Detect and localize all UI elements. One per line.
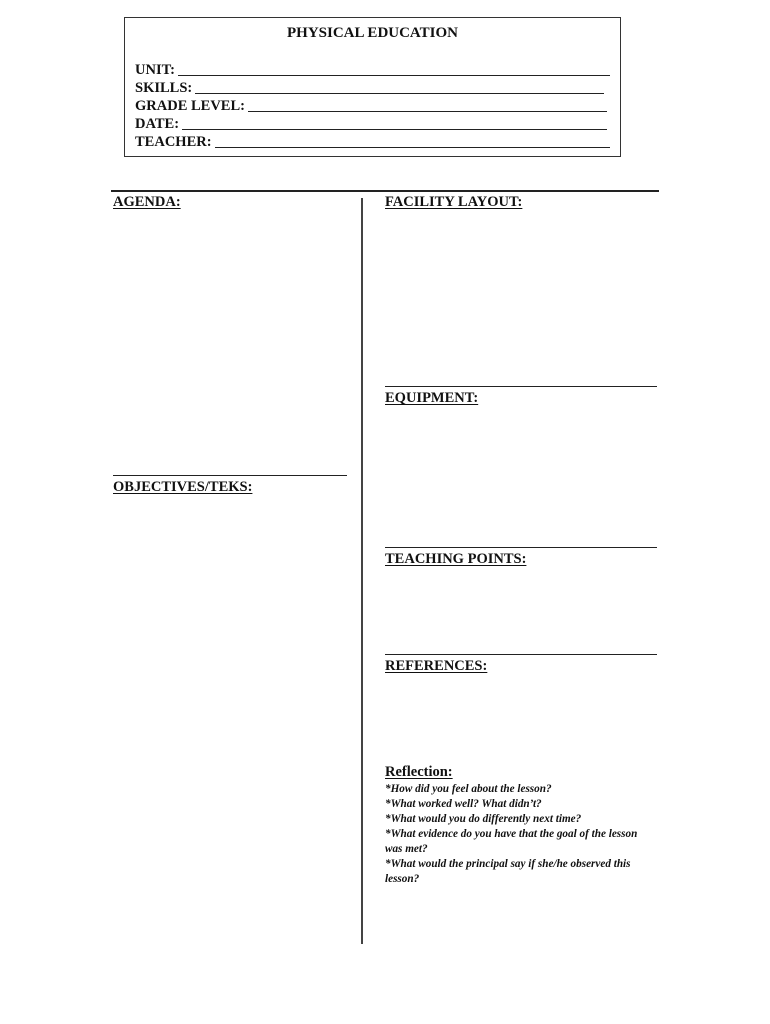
teaching-points-heading: TEACHING POINTS: — [385, 551, 527, 567]
column-divider — [361, 198, 363, 944]
facility-layout-heading: FACILITY LAYOUT: — [385, 194, 523, 210]
reflection-question: *What worked well? What didn’t? — [385, 798, 542, 810]
teaching-references-rule — [385, 654, 657, 655]
agenda-objectives-rule — [113, 475, 347, 476]
skills-field[interactable] — [135, 78, 610, 96]
unit-label: UNIT: — [135, 62, 176, 78]
reflection-question: *How did you feel about the lesson? — [385, 783, 552, 795]
date-blank-line[interactable] — [182, 116, 607, 130]
reflection-section — [385, 764, 655, 887]
facility-equipment-rule — [385, 386, 657, 387]
agenda-heading: AGENDA: — [113, 194, 181, 210]
grade-level-blank-line[interactable] — [248, 98, 607, 112]
reflection-question: *What would the principal say if she/he observed this lesson? — [385, 858, 631, 885]
teacher-label: TEACHER: — [135, 134, 212, 150]
document-title: PHYSICAL EDUCATION — [287, 25, 458, 41]
reflection-question: *What evidence do you have that the goal of the lesson was met? — [385, 828, 638, 855]
equipment-teaching-rule — [385, 547, 657, 548]
grade-level-label: GRADE LEVEL: — [135, 98, 245, 114]
teacher-field[interactable] — [135, 132, 610, 150]
teacher-blank-line[interactable] — [215, 134, 610, 148]
skills-blank-line[interactable] — [195, 80, 604, 94]
date-label: DATE: — [135, 116, 180, 132]
unit-field[interactable] — [135, 60, 610, 78]
objectives-heading: OBJECTIVES/TEKS: — [113, 479, 253, 495]
reflection-heading: Reflection: — [385, 764, 453, 780]
date-field[interactable] — [135, 114, 610, 132]
grade-level-field[interactable] — [135, 96, 610, 114]
unit-blank-line[interactable] — [178, 62, 610, 76]
reflection-question: *What would you do differently next time? — [385, 813, 582, 825]
references-heading: REFERENCES: — [385, 658, 488, 674]
skills-label: SKILLS: — [135, 80, 193, 96]
top-divider-rule — [111, 190, 659, 192]
equipment-heading: EQUIPMENT: — [385, 390, 479, 406]
lesson-header-box — [124, 17, 621, 157]
